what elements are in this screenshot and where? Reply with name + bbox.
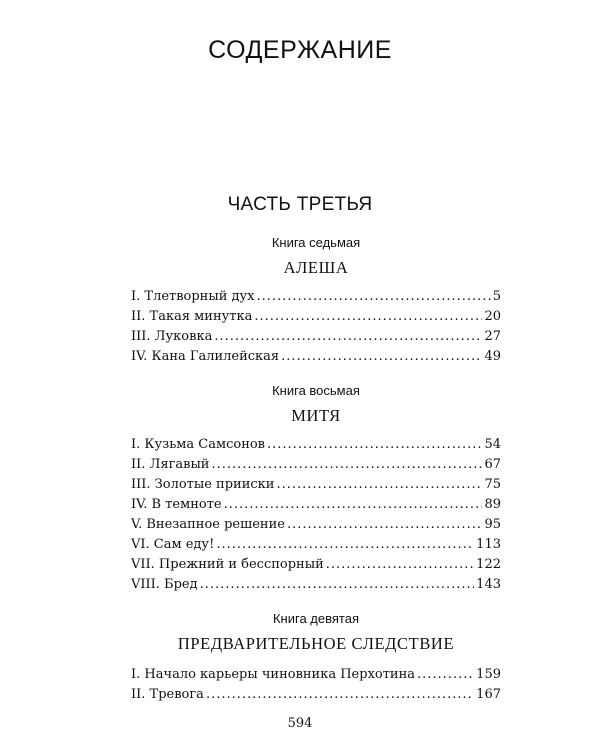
chapter-title: I. Начало карьеры чиновника Перхотина: [131, 667, 416, 682]
dot-leader: [256, 287, 490, 307]
dot-leader: [214, 327, 482, 347]
toc-entry[interactable]: [131, 455, 501, 475]
toc-entry[interactable]: [131, 575, 501, 595]
chapter-page: 75: [484, 477, 501, 492]
book-label: Книга девятая: [272, 611, 359, 626]
dot-leader: [206, 685, 474, 705]
dot-leader: [216, 535, 474, 555]
dot-leader: [417, 665, 474, 685]
chapter-title: I. Тлетворный дух: [131, 289, 255, 304]
chapter-page: 113: [476, 537, 501, 552]
dot-leader: [287, 515, 483, 535]
dot-leader: [326, 555, 474, 575]
chapter-list: [131, 435, 501, 595]
dot-leader: [211, 455, 482, 475]
dot-leader: [281, 347, 482, 367]
book-section: [131, 382, 501, 595]
book-section: [131, 234, 501, 367]
chapter-title: V. Внезапное решение: [131, 517, 285, 532]
toc-entry[interactable]: [131, 435, 501, 455]
chapter-page: 49: [484, 349, 501, 364]
dot-leader: [254, 307, 482, 327]
chapter-title: II. Лягавый: [131, 457, 210, 472]
book-title: ПРЕДВАРИТЕЛЬНОЕ СЛЕДСТВИЕ: [177, 634, 455, 653]
chapter-list: [131, 665, 501, 705]
chapter-page: 122: [476, 557, 501, 572]
chapter-title: II. Тревога: [131, 687, 204, 702]
toc-entry[interactable]: [131, 515, 501, 535]
chapter-title: IV. Кана Галилейская: [131, 349, 280, 364]
toc-entry[interactable]: [131, 347, 501, 367]
dot-leader: [224, 495, 483, 515]
chapter-page: 20: [484, 309, 501, 324]
page-number: 594: [287, 716, 313, 731]
chapter-title: III. Золотые прииски: [131, 477, 275, 492]
toc-entry[interactable]: [131, 495, 501, 515]
chapter-page: 167: [476, 687, 501, 702]
chapter-title: I. Кузьма Самсонов: [131, 437, 265, 452]
chapter-title: IV. В темноте: [131, 497, 222, 512]
toc-entry[interactable]: [131, 327, 501, 347]
toc-entry[interactable]: [131, 287, 501, 307]
contents-title: СОДЕРЖАНИЕ: [208, 36, 392, 64]
chapter-page: 89: [484, 497, 501, 512]
chapter-page: 5: [492, 289, 501, 304]
chapter-page: 143: [476, 577, 501, 592]
book-label: Книга восьмая: [272, 383, 360, 398]
chapter-title: VII. Прежний и бесспорный: [131, 557, 324, 572]
book-label: Книга седьмая: [271, 235, 361, 250]
dot-leader: [276, 475, 482, 495]
toc-entry[interactable]: [131, 665, 501, 685]
chapter-page: 27: [484, 329, 501, 344]
book-section: [131, 610, 501, 705]
dot-leader: [267, 435, 482, 455]
toc-entry[interactable]: [131, 307, 501, 327]
chapter-title: VI. Сам еду!: [131, 537, 215, 552]
book-title: МИТЯ: [291, 406, 341, 425]
chapter-title: VIII. Бред: [131, 577, 198, 592]
chapter-page: 67: [484, 457, 501, 472]
chapter-page: 95: [484, 517, 501, 532]
book-title: АЛЕША: [283, 258, 349, 277]
chapter-page: 54: [484, 437, 501, 452]
dot-leader: [200, 575, 475, 595]
toc-entry[interactable]: [131, 685, 501, 705]
chapter-title: III. Луковка: [131, 329, 213, 344]
toc-entry[interactable]: [131, 475, 501, 495]
chapter-list: [131, 287, 501, 367]
chapter-title: II. Такая минутка: [131, 309, 253, 324]
part-title: ЧАСТЬ ТРЕТЬЯ: [227, 194, 373, 215]
toc-entry[interactable]: [131, 555, 501, 575]
toc-entry[interactable]: [131, 535, 501, 555]
chapter-page: 159: [476, 667, 501, 682]
